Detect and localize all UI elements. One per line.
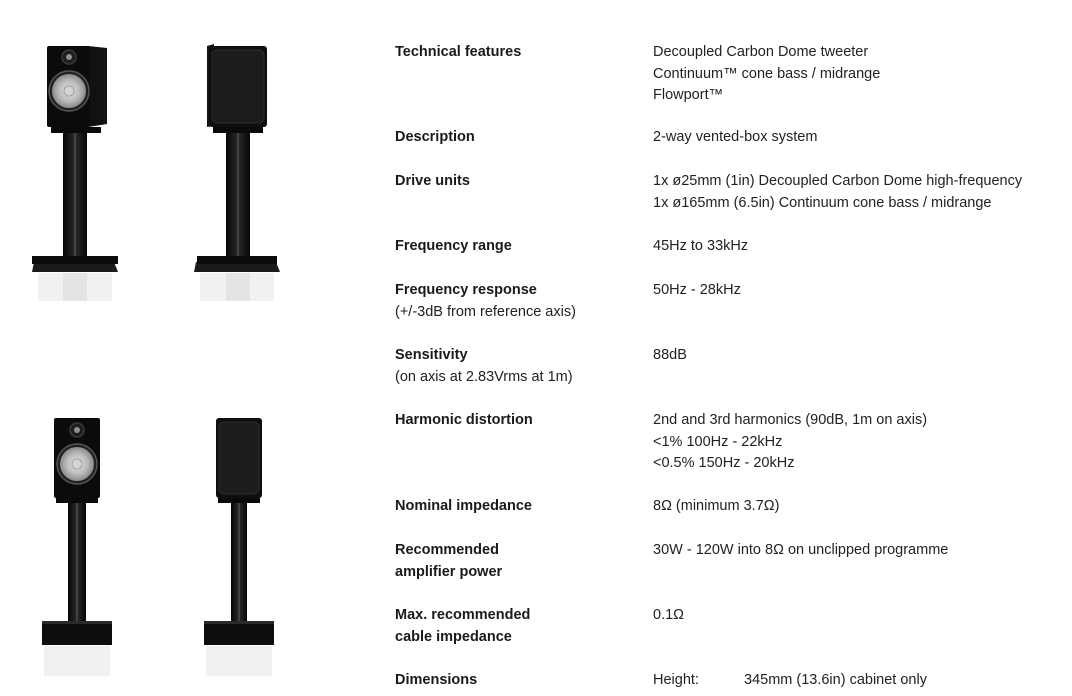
spec-label: [395, 496, 635, 518]
spec-label-title: Dimensions: [395, 672, 478, 688]
spec-value-line: Continuum™ cone bass / midrange: [653, 65, 881, 82]
spec-label-title: Frequency range: [395, 238, 512, 254]
spec-label-title: Max. recommended: [395, 607, 531, 623]
spec-value-line: <0.5% 150Hz - 20kHz: [653, 455, 795, 471]
dimension-value: 345mm (13.6in) cabinet only: [744, 672, 927, 688]
spec-label: [395, 171, 635, 193]
spec-label: [395, 605, 635, 648]
spec-label-title: Recommended: [395, 542, 499, 558]
spec-value-line: 2-way vented-box system: [653, 129, 818, 145]
spec-label: [395, 280, 635, 323]
spec-value: [653, 410, 1072, 475]
spec-value: [653, 670, 1072, 692]
spec-table: [395, 0, 1072, 696]
spec-value-line: 88dB: [653, 347, 687, 363]
spec-label: [395, 42, 635, 64]
spec-label-title: Description: [395, 129, 475, 145]
speaker-front-image-top: [30, 40, 120, 305]
spec-label: [395, 345, 635, 388]
spec-value-line: 45Hz to 33kHz: [653, 238, 749, 254]
spec-value: [653, 345, 1072, 367]
spec-label-title: Nominal impedance: [395, 498, 532, 514]
spec-value-line: <1% 100Hz - 22kHz: [653, 433, 783, 450]
speaker-grille-image-bottom: [200, 412, 280, 682]
spec-value: [653, 236, 1072, 258]
spec-value: [653, 280, 1072, 302]
spec-label-title: Frequency response: [395, 282, 537, 298]
spec-value: [653, 127, 1072, 149]
spec-value: [653, 171, 1072, 214]
dimension-key: Height:: [653, 672, 699, 688]
spec-value-line: 8Ω (minimum 3.7Ω): [653, 498, 780, 514]
spec-value-line: 1x ø25mm (1in) Decoupled Carbon Dome high-frequency: [653, 173, 1023, 189]
spec-label-subtitle: (+/-3dB from reference axis): [395, 303, 576, 320]
speaker-front-image-bottom: [38, 412, 118, 682]
spec-label-subtitle: (on axis at 2.83Vrms at 1m): [395, 368, 573, 385]
spec-label-title-line2: amplifier power: [395, 563, 503, 580]
spec-value-line: 2nd and 3rd harmonics (90dB, 1m on axis): [653, 412, 928, 428]
product-images: [0, 0, 380, 696]
spec-label-title-line2: cable impedance: [395, 628, 512, 645]
spec-value-line: 1x ø165mm (6.5in) Continuum cone bass / midrange: [653, 194, 992, 211]
speaker-grille-image-top: [192, 40, 282, 305]
spec-label-title: Harmonic distortion: [395, 412, 533, 428]
spec-label: [395, 410, 635, 432]
spec-value-line: Decoupled Carbon Dome tweeter: [653, 44, 869, 60]
spec-label-title: Sensitivity: [395, 347, 468, 363]
spec-value: [653, 605, 1072, 627]
spec-value: [653, 540, 1072, 562]
spec-label: [395, 236, 635, 258]
spec-value-line: 0.1Ω: [653, 607, 684, 623]
spec-value-line: [653, 670, 1072, 692]
spec-label: [395, 127, 635, 149]
spec-label-title: Technical features: [395, 44, 522, 60]
spec-label: [395, 540, 635, 583]
spec-value-line: 30W - 120W into 8Ω on unclipped programme: [653, 542, 949, 558]
spec-value-line: Flowport™: [653, 87, 724, 103]
spec-label: [395, 670, 635, 692]
spec-value-line: 50Hz - 28kHz: [653, 282, 741, 298]
spec-value: [653, 496, 1072, 518]
spec-label-title: Drive units: [395, 173, 470, 189]
spec-value: [653, 42, 1072, 107]
